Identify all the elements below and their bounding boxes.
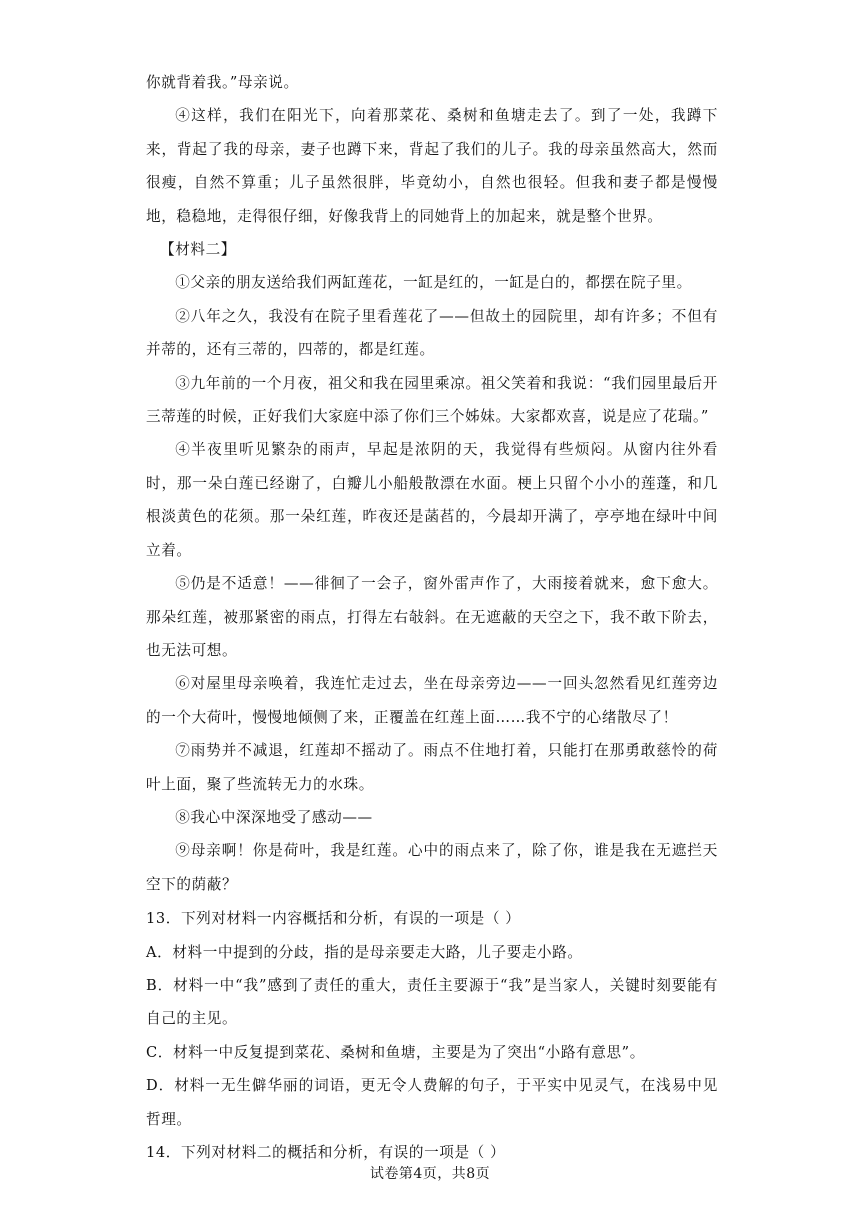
page-content [146, 66, 718, 1169]
material-one-paragraph-4: ④这样，我们在阳光下，向着那菜花、桑树和鱼塘走去了。到了一处，我蹲下来，背起了我的母亲，妻子也蹲下来，背起了我们的儿子。我的母亲虽然高大，然而很瘦，自然不算重；儿子虽然很胖，毕竟幼小，自然也很轻。但我和妻子都是慢慢地，稳稳地，走得很仔细，好像我背上的同她背上的加起来，就是整个世界。 [146, 107, 718, 225]
question-13-option-a[interactable]: A．材料一中提到的分歧，指的是母亲要走大路，儿子要走小路。 [146, 943, 583, 961]
page-footer: 试卷第4页，共8页 [369, 1166, 491, 1182]
question-13-stem: 13．下列对材料一内容概括和分析，有误的一项是（ ） [146, 910, 521, 928]
material-two-paragraph-1: ①父亲的朋友送给我们两缸莲花，一缸是红的，一缸是白的，都摆在院子里。 [175, 274, 692, 292]
material-two-paragraph-6: ⑥对屋里母亲唤着，我连忙走过去，坐在母亲旁边——一回头忽然看见红莲旁边的一个大荷叶，慢慢地倾侧了来，正覆盖在红莲上面……我不宁的心绪散尽了！ [146, 675, 718, 726]
material-one-ending-line: 你就背着我。”母亲说。 [146, 74, 299, 91]
question-13-option-b[interactable]: B．材料一中“我”感到了责任的重大，责任主要源于“我”是当家人，关键时刻要能有自己的主见。 [146, 976, 718, 1028]
question-14-stem: 14．下列对材料二的概括和分析，有误的一项是（ ） [146, 1144, 506, 1161]
material-two-heading: 【材料二】 [160, 241, 236, 259]
material-two-paragraph-9: ⑨母亲啊！你是荷叶，我是红莲。心中的雨点来了，除了你，谁是我在无遮拦天空下的荫蔽？ [146, 842, 718, 893]
material-two-paragraph-8: ⑧我心中深深地受了感动—— [175, 808, 373, 826]
material-two-paragraph-2: ②八年之久，我没有在院子里看莲花了——但故土的园院里，却有许多；不但有并蒂的，还有三蒂的，四蒂的，都是红莲。 [146, 307, 718, 359]
material-two-paragraph-4: ④半夜里听见繁杂的雨声，早起是浓阴的天，我觉得有些烦闷。从窗内往外看时，那一朵白莲已经谢了，白瓣儿小船般散漂在水面。梗上只留个小小的莲蓬，和几根淡黄色的花须。那一朵红莲，昨夜还是菡萏的，今晨却开满了，亭亭地在绿叶中间立着。 [146, 441, 718, 559]
question-13-option-c[interactable]: C．材料一中反复提到菜花、桑树和鱼塘，主要是为了突出“小路有意思”。 [146, 1043, 645, 1061]
question-13-option-d[interactable]: D．材料一无生僻华丽的词语，更无令人费解的句子，于平实中见灵气，在浅易中见哲理。 [146, 1077, 718, 1128]
material-two-paragraph-7: ⑦雨势并不减退，红莲却不摇动了。雨点不住地打着，只能打在那勇敢慈怜的荷叶上面，聚了些流转无力的水珠。 [146, 742, 718, 793]
material-two-paragraph-3: ③九年前的一个月夜，祖父和我在园里乘凉。祖父笑着和我说：“我们园里最后开三蒂莲的时候，正好我们大家庭中添了你们三个姊妹。大家都欢喜，说是应了花瑞。” [146, 374, 718, 426]
material-two-paragraph-5: ⑤仍是不适意！——徘徊了一会子，窗外雷声作了，大雨接着就来，愈下愈大。那朵红莲，被那紧密的雨点，打得左右敧斜。在无遮蔽的天空之下，我不敢下阶去，也无法可想。 [146, 575, 718, 659]
